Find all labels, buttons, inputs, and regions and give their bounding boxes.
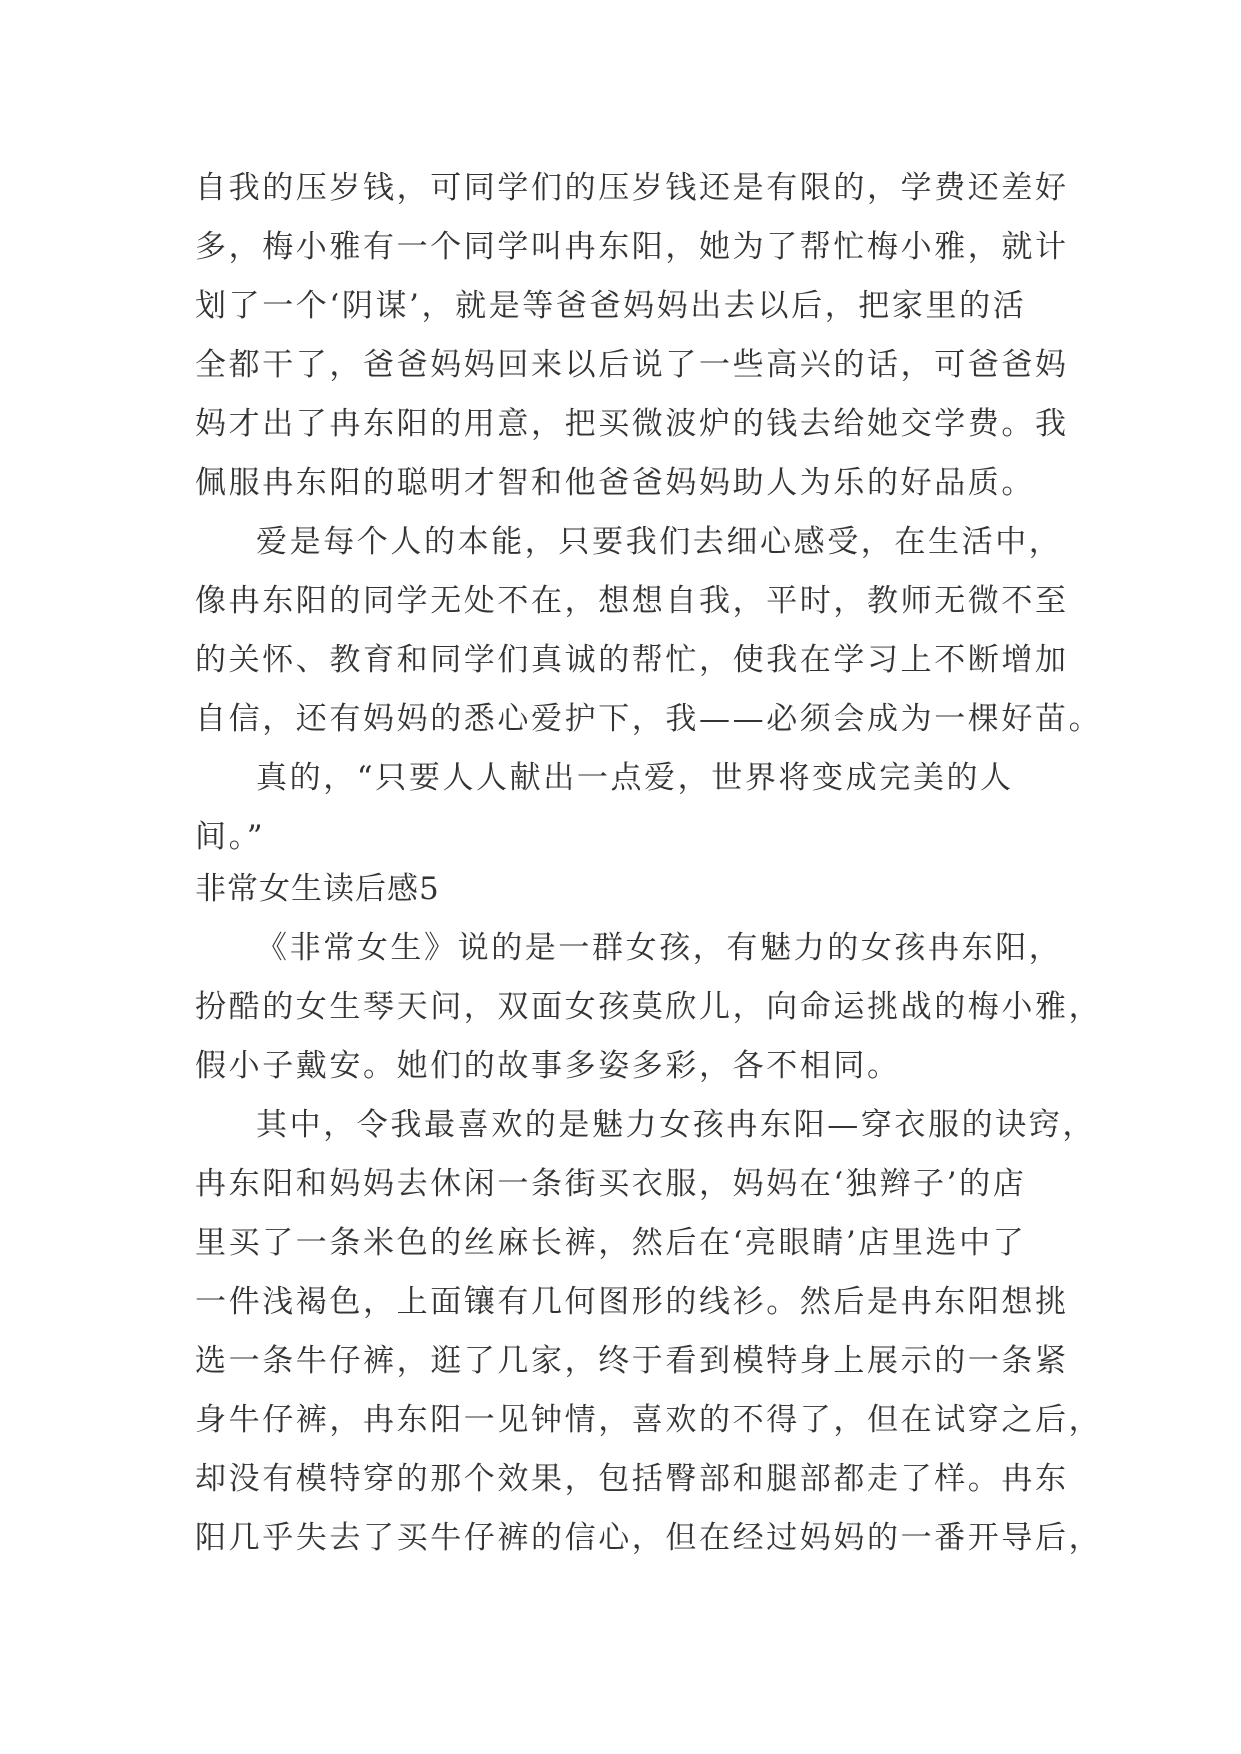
text-line: 妈才出了冉东阳的用意，把买微波炉的钱去给她交学费。我 [195, 406, 1069, 442]
text-line: 的关怀、教育和同学们真诚的帮忙，使我在学习上不断增加 [195, 642, 1069, 678]
text-line: 阳几乎失去了买牛仔裤的信心，但在经过妈妈的一番开导后， [195, 1520, 1103, 1556]
text-line: 冉东阳和妈妈去休闲一条街买衣服，妈妈在‘独辫子’的店 [195, 1166, 1027, 1202]
text-line: 间。” [195, 819, 266, 855]
section-heading: 非常女生读后感5 [195, 871, 440, 907]
text-line: 爱是每个人的本能，只要我们去细心感受，在生活中， [256, 524, 1063, 560]
text-line: 假小子戴安。她们的故事多姿多彩，各不相同。 [195, 1048, 901, 1084]
text-line: 扮酷的女生琴天问，双面女孩莫欣儿，向命运挑战的梅小雅， [195, 989, 1103, 1025]
text-line: 选一条牛仔裤，逛了几家，终于看到模特身上展示的一条紧 [195, 1343, 1069, 1379]
text-line: 《非常女生》说的是一群女孩，有魅力的女孩冉东阳， [256, 930, 1063, 966]
text-line: 佩服冉东阳的聪明才智和他爸爸妈妈助人为乐的好品质。 [195, 465, 1035, 501]
text-line: 里买了一条米色的丝麻长裤，然后在‘亮眼睛’店里选中了 [195, 1225, 1027, 1261]
text-line: 像冉东阳的同学无处不在，想想自我，平时，教师无微不至 [195, 583, 1069, 619]
text-line: 却没有模特穿的那个效果，包括臀部和腿部都走了样。冉东 [195, 1461, 1069, 1497]
text-line: 身牛仔裤，冉东阳一见钟情，喜欢的不得了，但在试穿之后， [195, 1402, 1103, 1438]
text-line: 自信，还有妈妈的悉心爱护下，我——必须会成为一棵好苗。 [195, 701, 1103, 737]
text-line: 真的，“只要人人献出一点爱，世界将变成完美的人 [256, 760, 1014, 796]
text-line: 多，梅小雅有一个同学叫冉东阳，她为了帮忙梅小雅，就计 [195, 229, 1069, 265]
text-line: 其中，令我最喜欢的是魅力女孩冉东阳—穿衣服的诀窍， [256, 1107, 1096, 1143]
text-line: 全都干了，爸爸妈妈回来以后说了一些高兴的话，可爸爸妈 [195, 347, 1069, 383]
text-line: 划了一个‘阴谋’，就是等爸爸妈妈出去以后，把家里的活 [195, 288, 1027, 324]
text-line: 自我的压岁钱，可同学们的压岁钱还是有限的，学费还差好 [195, 170, 1069, 206]
text-line: 一件浅褐色，上面镶有几何图形的线衫。然后是冉东阳想挑 [195, 1284, 1069, 1320]
